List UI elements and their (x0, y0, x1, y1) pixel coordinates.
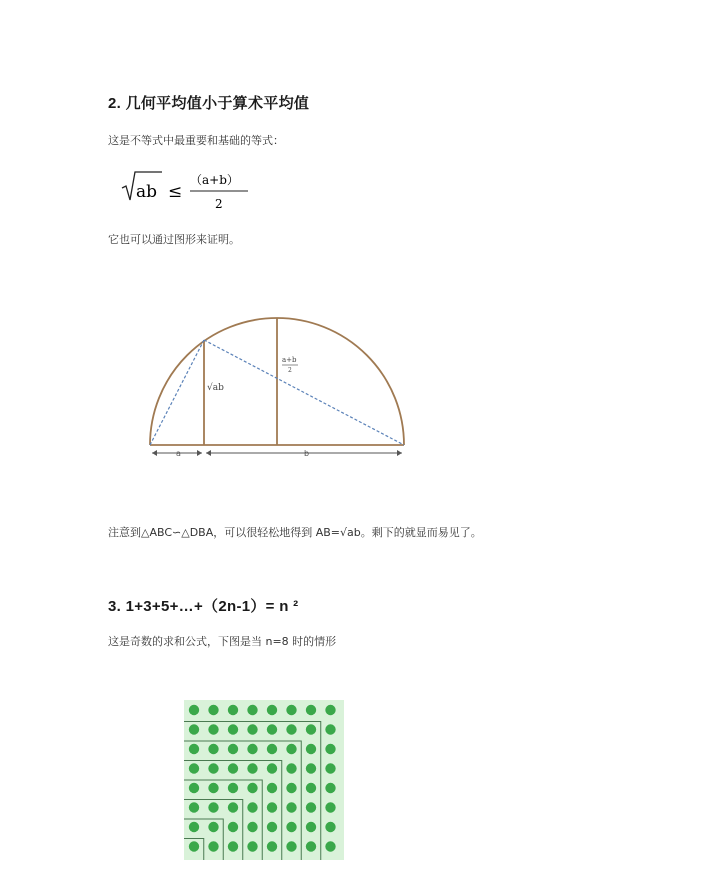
grid-dot (267, 763, 277, 773)
section3-title: 3. 1+3+5+…+（2n-1）= n ² (108, 598, 299, 615)
grid-dot (247, 783, 257, 793)
grid-dot (208, 822, 218, 832)
grid-dot (208, 763, 218, 773)
grid-dot (286, 744, 296, 754)
grid-dot (228, 763, 238, 773)
grid-dot (306, 763, 316, 773)
mean-label-numerator: a+b (282, 356, 297, 364)
grid-dot (286, 783, 296, 793)
segment-a-label: a (176, 449, 181, 458)
grid-dot (325, 802, 335, 812)
grid-dot (286, 763, 296, 773)
grid-dot (267, 744, 277, 754)
grid-dot (189, 783, 199, 793)
grid-dot (286, 822, 296, 832)
grid-dot (189, 841, 199, 851)
grid-dot (325, 783, 335, 793)
section2-proof-text: 它也可以通过图形来证明。 (108, 233, 240, 246)
chord-left (150, 340, 204, 445)
section3-intro: 这是奇数的求和公式，下图是当 n=8 时的情形 (108, 635, 337, 648)
grid-dot (286, 841, 296, 851)
grid-dot (208, 724, 218, 734)
grid-dot (325, 763, 335, 773)
grid-dot (247, 744, 257, 754)
grid-dot (267, 822, 277, 832)
sqrt-ab-label: √ab (207, 383, 224, 393)
section2-intro: 这是不等式中最重要和基础的等式： (108, 134, 284, 147)
grid-dot (228, 822, 238, 832)
grid-dot (208, 705, 218, 715)
grid-dot (247, 841, 257, 851)
grid-dot (228, 744, 238, 754)
semicircle-diagram (138, 308, 428, 468)
grid-dot (286, 724, 296, 734)
grid-dot (247, 705, 257, 715)
grid-dot (306, 841, 316, 851)
grid-dot (325, 822, 335, 832)
grid-dot (306, 802, 316, 812)
grid-dot (325, 705, 335, 715)
grid-dot (247, 822, 257, 832)
grid-dot (247, 802, 257, 812)
grid-dot (208, 841, 218, 851)
grid-dot (306, 822, 316, 832)
grid-dot (189, 763, 199, 773)
mean-label-denominator: 2 (288, 367, 292, 374)
grid-dot (189, 744, 199, 754)
formula-numerator: （a+b） (190, 173, 239, 187)
grid-dot (286, 802, 296, 812)
grid-dot (189, 724, 199, 734)
grid-dot (228, 783, 238, 793)
grid-dot (325, 744, 335, 754)
grid-dot (228, 724, 238, 734)
grid-dot (228, 802, 238, 812)
grid-dot (267, 802, 277, 812)
formula-denominator: 2 (215, 197, 223, 211)
am-gm-formula (120, 170, 260, 212)
grid-dot (228, 705, 238, 715)
grid-dot (208, 802, 218, 812)
grid-dot (286, 705, 296, 715)
grid-dot (306, 724, 316, 734)
chord-right (204, 340, 404, 445)
grid-dot (306, 783, 316, 793)
grid-dot (325, 724, 335, 734)
section2-title: 2. 几何平均值小于算术平均值 (108, 95, 310, 112)
grid-dot (208, 783, 218, 793)
grid-dot (208, 744, 218, 754)
formula-relation: ≤ (168, 182, 183, 202)
grid-dot (247, 763, 257, 773)
grid-dot (267, 724, 277, 734)
segment-b-label: b (304, 449, 310, 458)
grid-dot (306, 705, 316, 715)
grid-dot (267, 783, 277, 793)
grid-dot (306, 744, 316, 754)
grid-dot (228, 841, 238, 851)
grid-dot (189, 802, 199, 812)
grid-dot (267, 841, 277, 851)
odd-sum-dot-grid (184, 700, 344, 860)
grid-dot (189, 705, 199, 715)
section2-note: 注意到△ABC∽△DBA，可以很轻松地得到 AB=√ab。剩下的就显而易见了。 (108, 526, 482, 539)
formula-radicand: ab (136, 182, 158, 202)
grid-dot (247, 724, 257, 734)
grid-dot (189, 822, 199, 832)
grid-dot (267, 705, 277, 715)
grid-dot (325, 841, 335, 851)
